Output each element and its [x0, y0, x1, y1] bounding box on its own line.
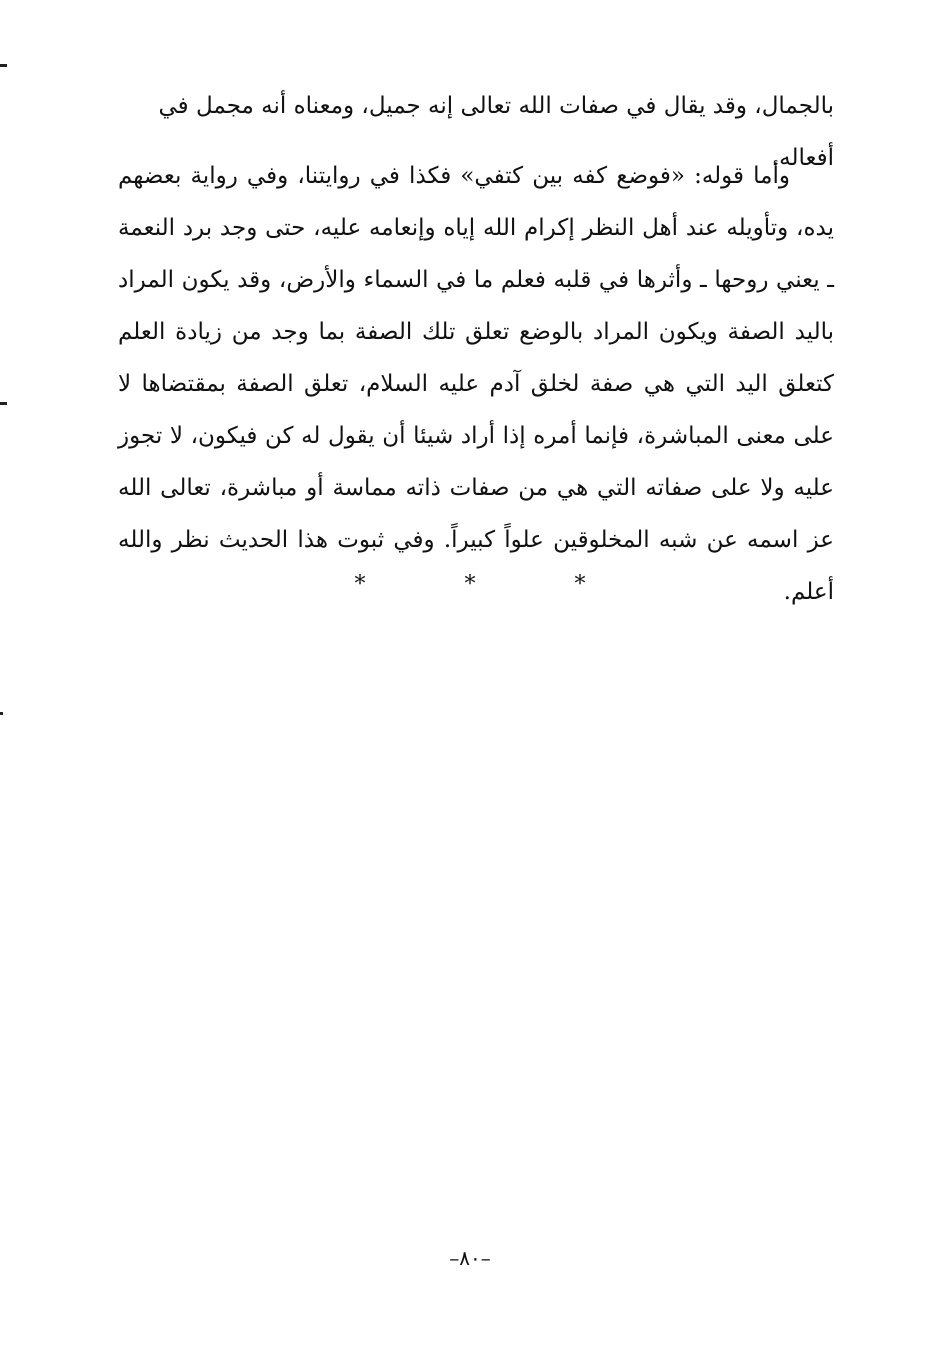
paragraph-2-text: وأما قوله: «فوضع كفه بين كتفي» فكذا في روايتنا، وفي رواية بعضهم يده، وتأويله عند أهل النظر إكرام الله إياه وإنعامه عليه، حتى وجد برد النعمة ـ يعني روحها ـ وأثرها في قلبه فعلم ما في السماء والأرض، وقد يكون المراد باليد الصفة ويكون المراد بالوضع تعلق تلك الصفة بما وجد من زيادة العلم كتعلق اليد التي هي صفة لخلق آدم عليه السلام، تعلق الصفة بمقتضاها لا على معنى المباشرة، فإنما أمره إذا أراد شيئا أن يقول له كن فيكون، لا تجوز عليه ولا على صفاته التي هي من صفات ذاته مماسة أو مباشرة، تعالى الله عز اسمه عن شبه المخلوقين علواً كبيراً. وفي ثبوت هذا الحديث نظر والله أعلم. — [118, 163, 834, 605]
section-separator: * * * — [354, 572, 632, 597]
paragraph-main — [118, 150, 834, 618]
scan-edge-mark — [0, 402, 7, 405]
paragraph-1-text: بالجمال، وقد يقال في صفات الله تعالى إنه جميل، ومعناه أنه مجمل في أفعاله. — [158, 93, 834, 171]
page-number: –٨٠– — [449, 1246, 491, 1270]
scan-edge-mark — [0, 64, 7, 67]
scan-edge-mark — [0, 712, 3, 715]
